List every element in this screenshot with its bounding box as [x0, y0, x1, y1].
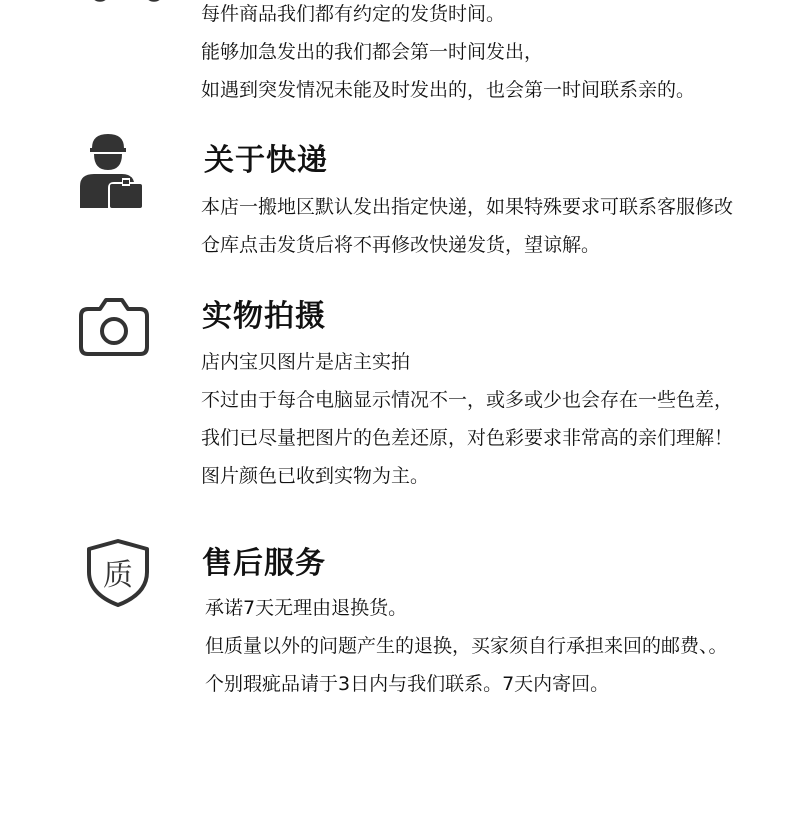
- camera-icon: [78, 297, 150, 357]
- delivery-text-line-2: 仓库点击发货后将不再修改快递发货，望谅解。: [201, 234, 601, 256]
- delivery-person-icon: [80, 134, 144, 210]
- shipping-text-line-2: 能够加急发出的我们都会第一时间发出，: [201, 41, 544, 63]
- photos-text-line-1: 店内宝贝图片是店主实拍: [201, 351, 411, 373]
- photos-text-line-4: 图片颜色已收到实物为主。: [201, 465, 430, 487]
- after-sales-text-line-3: 个别瑕疵品请于3日内与我们联系。7天内寄回。: [205, 673, 610, 695]
- photos-title: 实物拍摄: [202, 299, 326, 334]
- delivery-title: 关于快递: [204, 143, 328, 178]
- delivery-text-line-1: 本店一搬地区默认发出指定快递，如果特殊要求可联系客服修改: [201, 196, 734, 218]
- quality-character: 质: [103, 558, 133, 593]
- shipping-text-line-1: 每件商品我们都有约定的发货时间。: [201, 3, 506, 25]
- photos-text-line-2: 不过由于每合电脑显示情况不一，或多或少也会存在一些色差，: [201, 389, 734, 411]
- photos-text-line-3: 我们已尽量把图片的色差还原，对色彩要求非常高的亲们理解！: [201, 427, 734, 449]
- shopping-cart-icon: [86, 0, 170, 10]
- shipping-text-line-3: 如遇到突发情况未能及时发出的，也会第一时间联系亲的。: [201, 79, 696, 101]
- after-sales-title: 售后服务: [202, 546, 326, 581]
- quality-shield-icon: [85, 538, 151, 608]
- after-sales-text-line-1: 承诺7天无理由退换货。: [205, 597, 408, 619]
- after-sales-text-line-2: 但质量以外的问题产生的退换，买家须自行承担来回的邮费、。: [205, 635, 728, 657]
